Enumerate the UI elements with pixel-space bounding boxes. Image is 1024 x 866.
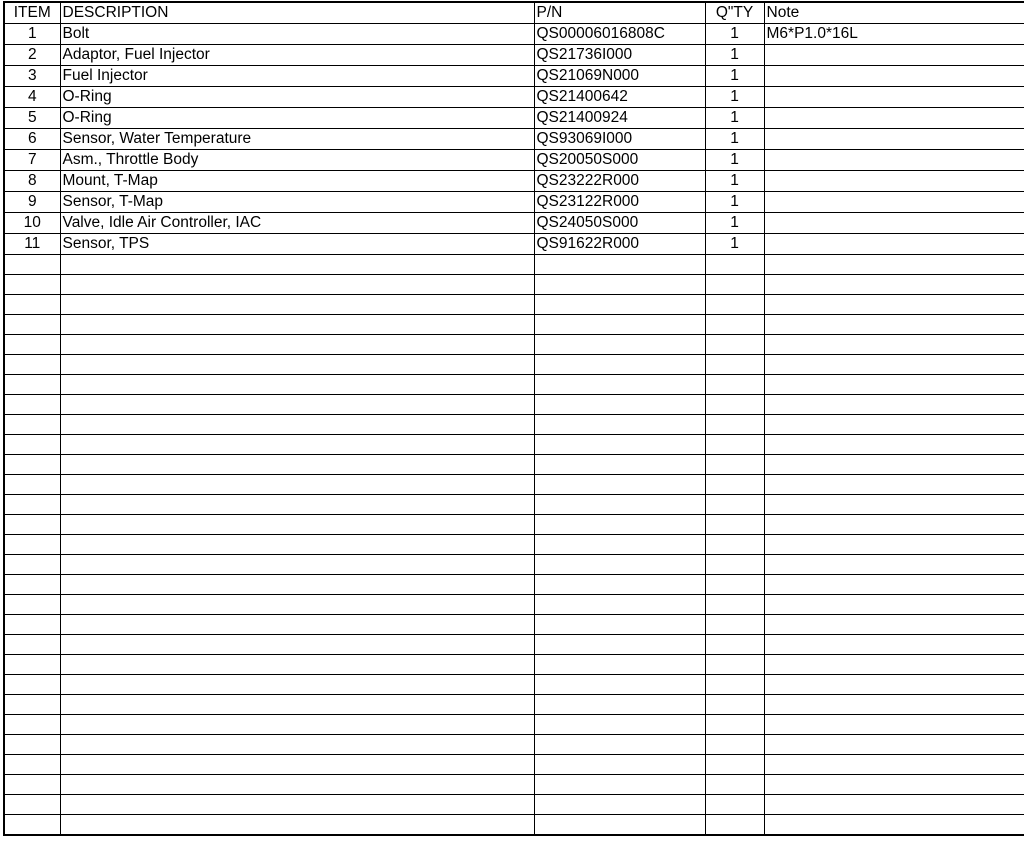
cell-quantity <box>705 615 764 635</box>
cell-item: 11 <box>4 234 60 255</box>
cell-description <box>60 755 534 775</box>
cell-note <box>764 555 1024 575</box>
cell-item: 6 <box>4 129 60 150</box>
cell-item <box>4 455 60 475</box>
cell-item <box>4 635 60 655</box>
cell-item: 5 <box>4 108 60 129</box>
table-row <box>4 455 1024 475</box>
cell-quantity <box>705 735 764 755</box>
cell-note <box>764 495 1024 515</box>
table-row <box>4 735 1024 755</box>
cell-quantity <box>705 435 764 455</box>
cell-part-number <box>534 335 705 355</box>
cell-quantity <box>705 775 764 795</box>
cell-description <box>60 675 534 695</box>
cell-item: 1 <box>4 24 60 45</box>
table-row <box>4 415 1024 435</box>
cell-quantity <box>705 415 764 435</box>
table-row <box>4 275 1024 295</box>
cell-quantity: 1 <box>705 129 764 150</box>
cell-note <box>764 655 1024 675</box>
cell-quantity: 1 <box>705 108 764 129</box>
cell-part-number <box>534 615 705 635</box>
cell-item <box>4 435 60 455</box>
cell-item <box>4 795 60 815</box>
cell-quantity <box>705 395 764 415</box>
cell-description <box>60 615 534 635</box>
cell-item: 3 <box>4 66 60 87</box>
cell-description <box>60 535 534 555</box>
cell-description <box>60 815 534 835</box>
cell-part-number <box>534 775 705 795</box>
cell-quantity <box>705 455 764 475</box>
table-row <box>4 66 1024 87</box>
cell-note <box>764 815 1024 835</box>
cell-item <box>4 255 60 275</box>
table-row <box>4 150 1024 171</box>
cell-part-number <box>534 555 705 575</box>
cell-description: Valve, Idle Air Controller, IAC <box>60 213 534 234</box>
cell-description: Fuel Injector <box>60 66 534 87</box>
cell-item <box>4 475 60 495</box>
cell-description <box>60 295 534 315</box>
table-row <box>4 24 1024 45</box>
cell-note <box>764 129 1024 150</box>
cell-description <box>60 495 534 515</box>
cell-note <box>764 108 1024 129</box>
cell-description: Asm., Throttle Body <box>60 150 534 171</box>
cell-description: O-Ring <box>60 87 534 108</box>
cell-note <box>764 435 1024 455</box>
cell-part-number <box>534 795 705 815</box>
cell-quantity <box>705 595 764 615</box>
cell-item <box>4 295 60 315</box>
cell-part-number <box>534 735 705 755</box>
cell-quantity: 1 <box>705 192 764 213</box>
cell-quantity <box>705 755 764 775</box>
cell-quantity <box>705 655 764 675</box>
cell-description <box>60 255 534 275</box>
table-row <box>4 255 1024 275</box>
cell-description <box>60 435 534 455</box>
cell-item <box>4 375 60 395</box>
cell-note <box>764 375 1024 395</box>
table-row <box>4 575 1024 595</box>
cell-quantity <box>705 275 764 295</box>
cell-note <box>764 66 1024 87</box>
table-row <box>4 535 1024 555</box>
cell-description <box>60 635 534 655</box>
table-row <box>4 435 1024 455</box>
cell-note <box>764 635 1024 655</box>
table-row <box>4 234 1024 255</box>
table-row <box>4 87 1024 108</box>
cell-part-number: QS00006016808C <box>534 24 705 45</box>
cell-quantity: 1 <box>705 24 764 45</box>
cell-part-number: QS23122R000 <box>534 192 705 213</box>
cell-note <box>764 87 1024 108</box>
cell-quantity: 1 <box>705 213 764 234</box>
table-row <box>4 192 1024 213</box>
cell-quantity <box>705 535 764 555</box>
cell-part-number <box>534 435 705 455</box>
table-row <box>4 495 1024 515</box>
table-row <box>4 655 1024 675</box>
table-row <box>4 815 1024 835</box>
cell-note <box>764 213 1024 234</box>
cell-description <box>60 655 534 675</box>
cell-quantity <box>705 295 764 315</box>
cell-note <box>764 715 1024 735</box>
cell-item <box>4 735 60 755</box>
cell-item: 4 <box>4 87 60 108</box>
cell-part-number <box>534 815 705 835</box>
cell-quantity <box>705 495 764 515</box>
table-row <box>4 45 1024 66</box>
cell-description <box>60 375 534 395</box>
cell-quantity <box>705 335 764 355</box>
cell-description: Bolt <box>60 24 534 45</box>
cell-description: Sensor, TPS <box>60 234 534 255</box>
cell-item <box>4 515 60 535</box>
cell-item <box>4 275 60 295</box>
header-row <box>4 2 1024 24</box>
cell-note <box>764 415 1024 435</box>
cell-quantity: 1 <box>705 234 764 255</box>
cell-note <box>764 295 1024 315</box>
cell-note <box>764 335 1024 355</box>
header-note: Note <box>764 2 1024 24</box>
cell-part-number <box>534 755 705 775</box>
cell-description: O-Ring <box>60 108 534 129</box>
cell-item <box>4 575 60 595</box>
cell-quantity: 1 <box>705 171 764 192</box>
cell-item <box>4 415 60 435</box>
cell-part-number: QS21736I000 <box>534 45 705 66</box>
cell-item <box>4 555 60 575</box>
cell-item <box>4 315 60 335</box>
cell-part-number <box>534 635 705 655</box>
cell-description <box>60 395 534 415</box>
header-part-number: P/N <box>534 2 705 24</box>
cell-quantity <box>705 575 764 595</box>
cell-note <box>764 675 1024 695</box>
cell-item <box>4 595 60 615</box>
cell-item <box>4 815 60 835</box>
cell-item <box>4 355 60 375</box>
cell-description <box>60 555 534 575</box>
cell-part-number <box>534 575 705 595</box>
cell-part-number <box>534 395 705 415</box>
cell-description <box>60 735 534 755</box>
cell-item <box>4 535 60 555</box>
cell-part-number <box>534 375 705 395</box>
cell-part-number: QS23222R000 <box>534 171 705 192</box>
cell-part-number: QS21400924 <box>534 108 705 129</box>
cell-description <box>60 575 534 595</box>
cell-part-number <box>534 315 705 335</box>
table-row <box>4 635 1024 655</box>
table-row <box>4 755 1024 775</box>
cell-quantity <box>705 355 764 375</box>
header-quantity: Q"TY <box>705 2 764 24</box>
cell-note <box>764 275 1024 295</box>
cell-quantity <box>705 255 764 275</box>
cell-part-number <box>534 535 705 555</box>
cell-part-number <box>534 595 705 615</box>
cell-note <box>764 192 1024 213</box>
cell-note <box>764 355 1024 375</box>
cell-note <box>764 150 1024 171</box>
cell-note <box>764 755 1024 775</box>
cell-part-number <box>534 475 705 495</box>
cell-item: 2 <box>4 45 60 66</box>
cell-description <box>60 415 534 435</box>
cell-part-number <box>534 255 705 275</box>
cell-quantity <box>705 795 764 815</box>
cell-quantity <box>705 315 764 335</box>
table-row <box>4 695 1024 715</box>
cell-note <box>764 455 1024 475</box>
cell-description <box>60 715 534 735</box>
table-row <box>4 129 1024 150</box>
cell-note <box>764 515 1024 535</box>
cell-quantity <box>705 515 764 535</box>
cell-item <box>4 395 60 415</box>
cell-note <box>764 395 1024 415</box>
cell-part-number: QS93069I000 <box>534 129 705 150</box>
table-row <box>4 213 1024 234</box>
cell-note <box>764 234 1024 255</box>
cell-note <box>764 775 1024 795</box>
cell-quantity <box>705 715 764 735</box>
cell-part-number: QS21400642 <box>534 87 705 108</box>
cell-part-number <box>534 695 705 715</box>
cell-item: 10 <box>4 213 60 234</box>
cell-quantity <box>705 555 764 575</box>
cell-part-number <box>534 355 705 375</box>
cell-quantity <box>705 695 764 715</box>
table-row <box>4 315 1024 335</box>
table-row <box>4 775 1024 795</box>
cell-description <box>60 695 534 715</box>
cell-quantity <box>705 675 764 695</box>
cell-item <box>4 335 60 355</box>
table-row <box>4 375 1024 395</box>
table-row <box>4 795 1024 815</box>
cell-quantity <box>705 635 764 655</box>
table-row <box>4 515 1024 535</box>
cell-part-number: QS91622R000 <box>534 234 705 255</box>
cell-description <box>60 595 534 615</box>
cell-quantity: 1 <box>705 87 764 108</box>
cell-part-number <box>534 295 705 315</box>
cell-note <box>764 735 1024 755</box>
table-row <box>4 715 1024 735</box>
cell-note <box>764 575 1024 595</box>
table-row <box>4 555 1024 575</box>
cell-description <box>60 515 534 535</box>
parts-list-table <box>3 1 1024 836</box>
cell-item: 9 <box>4 192 60 213</box>
cell-note <box>764 171 1024 192</box>
cell-description <box>60 355 534 375</box>
cell-description: Sensor, Water Temperature <box>60 129 534 150</box>
table-header <box>4 2 1024 24</box>
cell-item <box>4 495 60 515</box>
cell-note <box>764 45 1024 66</box>
cell-part-number <box>534 715 705 735</box>
table-row <box>4 595 1024 615</box>
table-row <box>4 108 1024 129</box>
cell-part-number <box>534 675 705 695</box>
cell-note <box>764 595 1024 615</box>
table-row <box>4 171 1024 192</box>
cell-quantity: 1 <box>705 66 764 87</box>
cell-description <box>60 275 534 295</box>
cell-description: Adaptor, Fuel Injector <box>60 45 534 66</box>
cell-item <box>4 775 60 795</box>
table-row <box>4 335 1024 355</box>
cell-item: 8 <box>4 171 60 192</box>
cell-note <box>764 795 1024 815</box>
cell-quantity <box>705 375 764 395</box>
cell-item <box>4 615 60 635</box>
cell-item <box>4 695 60 715</box>
cell-part-number <box>534 415 705 435</box>
cell-part-number <box>534 495 705 515</box>
cell-description: Mount, T-Map <box>60 171 534 192</box>
header-description: DESCRIPTION <box>60 2 534 24</box>
cell-item <box>4 715 60 735</box>
cell-description <box>60 455 534 475</box>
cell-part-number <box>534 455 705 475</box>
cell-item <box>4 675 60 695</box>
cell-note <box>764 315 1024 335</box>
cell-note: M6*P1.0*16L <box>764 24 1024 45</box>
cell-note <box>764 615 1024 635</box>
cell-description <box>60 795 534 815</box>
cell-description <box>60 315 534 335</box>
cell-description: Sensor, T-Map <box>60 192 534 213</box>
cell-part-number: QS24050S000 <box>534 213 705 234</box>
cell-part-number: QS21069N000 <box>534 66 705 87</box>
cell-quantity <box>705 475 764 495</box>
cell-part-number <box>534 515 705 535</box>
header-item: ITEM <box>4 2 60 24</box>
cell-description <box>60 775 534 795</box>
table-row <box>4 295 1024 315</box>
table-body <box>4 24 1024 835</box>
cell-quantity: 1 <box>705 150 764 171</box>
cell-description <box>60 475 534 495</box>
cell-note <box>764 695 1024 715</box>
cell-item: 7 <box>4 150 60 171</box>
table-row <box>4 395 1024 415</box>
cell-quantity: 1 <box>705 45 764 66</box>
cell-item <box>4 755 60 775</box>
cell-part-number <box>534 655 705 675</box>
table-row <box>4 675 1024 695</box>
table-row <box>4 615 1024 635</box>
table-row <box>4 475 1024 495</box>
cell-quantity <box>705 815 764 835</box>
cell-note <box>764 535 1024 555</box>
cell-note <box>764 475 1024 495</box>
cell-note <box>764 255 1024 275</box>
cell-item <box>4 655 60 675</box>
cell-part-number: QS20050S000 <box>534 150 705 171</box>
cell-description <box>60 335 534 355</box>
table-row <box>4 355 1024 375</box>
cell-part-number <box>534 275 705 295</box>
